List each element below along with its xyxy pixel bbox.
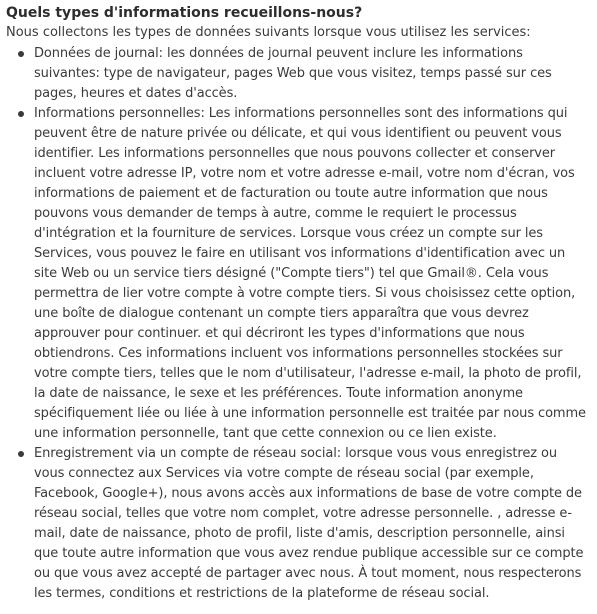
- list-item-text: Données de journal: les données de journal peuvent inclure les informations suivantes: type de navigateur, pages Web que vous visitez, temps passé sur ces pages, heures et dates d'accès.: [34, 46, 552, 101]
- bullet-icon: [18, 51, 24, 57]
- list-item-social-registration: [34, 444, 591, 604]
- bullet-icon: [18, 111, 24, 117]
- section-intro: Nous collectons les types de données suivants lorsque vous utilisez les services:: [6, 25, 531, 40]
- list-item-log-data: [34, 44, 591, 104]
- list-item-personal-info: [34, 104, 591, 444]
- list-item-text: Informations personnelles: Les informations personnelles sont des informations qui peuvent être de nature privée ou délicate, et qui vous identifient ou peuvent vous identifier. Les informations personnelles que nous pouvons collecter et conserver incluent votre adresse IP, votre nom et votre adresse e-mail, votre nom d'écran, vos informations de paiement et de facturation ou toute autre information que nous pouvons vous demander de temps à autre, comme le requiert le processus d'intégration et la fourniture de services. Lorsque vous créez un compte sur les Services, vous pouvez le faire en utilisant vos informations d'identification avec un site Web ou un service tiers désigné ("Compte tiers") tel que Gmail®. Cela vous permettra de lier votre compte à votre compte tiers. Si vous choisissez cette option, une boîte de dialogue contenant un compte tiers apparaîtra que vous devrez approuver pour continuer. et qui décriront les types d'informations que nous obtiendrons. Ces informations incluent vos informations personnelles stockées sur votre compte tiers, telles que le nom d'utilisateur, l'adresse e-mail, la photo de profil, la date de naissance, le sexe et les préférences. Toute information anonyme spécifiquement liée ou liée à une information personnelle est traitée par nous comme une information personnelle, tant que cette connexion ou ce lien existe.: [34, 106, 586, 441]
- data-types-list: [6, 44, 591, 604]
- bullet-icon: [18, 451, 24, 457]
- section-title: Quels types d'informations recueillons-nous?: [6, 5, 363, 21]
- list-item-text: Enregistrement via un compte de réseau social: lorsque vous vous enregistrez ou vous connectez aux Services via votre compte de réseau social (par exemple, Facebook, Google+), nous avons accès aux informations de base de votre compte de réseau social, telles que votre nom complet, votre adresse personnelle. , adresse e-mail, date de naissance, photo de profil, liste d'amis, description personnelle, ainsi que toute autre information que vous avez rendue publique accessible sur ce compte ou que vous avez accepté de partager avec nous. À tout moment, nous respecterons les termes, conditions et restrictions de la plateforme de réseau social.: [34, 446, 584, 601]
